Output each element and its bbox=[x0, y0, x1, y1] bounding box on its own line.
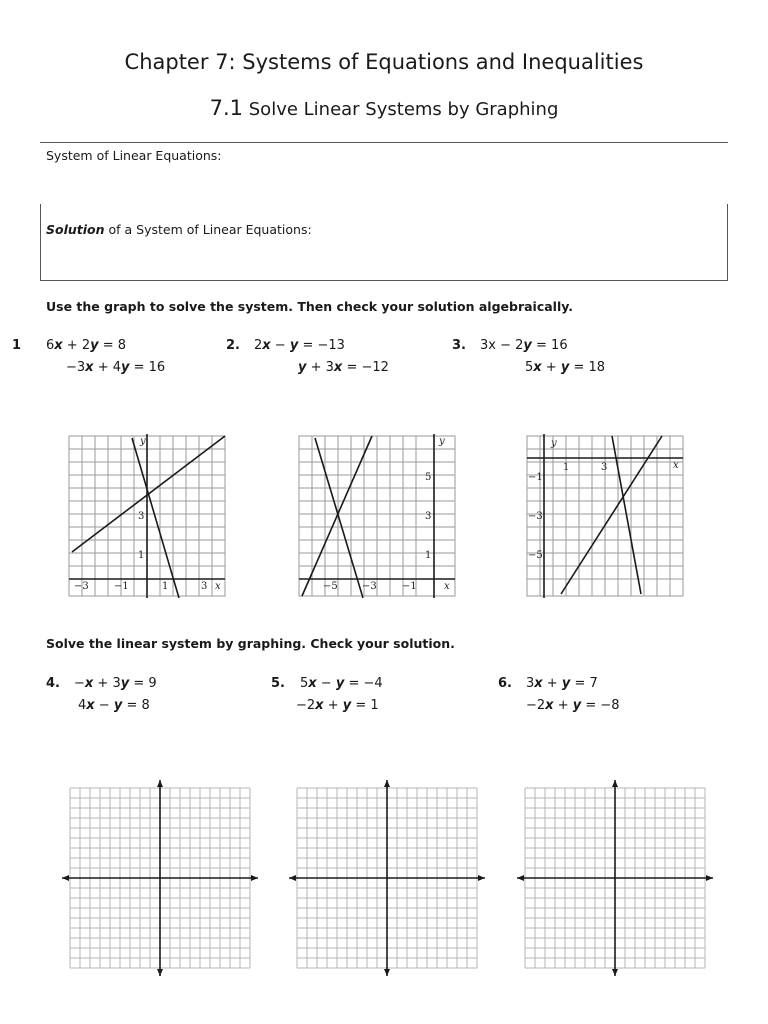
equation-text: 4 bbox=[78, 698, 87, 713]
tick-label: 1 bbox=[162, 581, 169, 592]
section-title bbox=[0, 96, 768, 120]
variable: x bbox=[545, 698, 554, 713]
equation-text: = 1 bbox=[351, 698, 379, 713]
solution-term-rest: of a System of Linear Equations: bbox=[104, 222, 312, 237]
arrowhead-icon bbox=[384, 780, 390, 787]
tick-label: 1 bbox=[425, 550, 432, 561]
equation bbox=[480, 338, 568, 353]
equation-text: + 3 bbox=[93, 676, 121, 691]
tick-label: −3 bbox=[528, 511, 543, 522]
blank-grid-problem-5[interactable] bbox=[287, 778, 485, 978]
equation-text: = −12 bbox=[342, 360, 389, 375]
equation-text: 6 bbox=[46, 338, 55, 353]
tick-label: −1 bbox=[528, 472, 543, 483]
blank-grid-problem-4[interactable] bbox=[60, 778, 258, 978]
equation bbox=[78, 698, 150, 713]
equation bbox=[526, 676, 598, 691]
axis-label-y: y bbox=[439, 436, 445, 447]
problem-number: 3. bbox=[452, 338, 466, 353]
equation-text: = 8 bbox=[98, 338, 127, 353]
equation bbox=[526, 698, 620, 713]
equation bbox=[298, 360, 389, 375]
equation-text: + bbox=[541, 360, 561, 375]
arrowhead-icon bbox=[384, 969, 390, 976]
tick-label: −5 bbox=[323, 581, 338, 592]
equation-text: + bbox=[553, 698, 573, 713]
arrowhead-icon bbox=[612, 969, 618, 976]
variable: x bbox=[534, 676, 543, 691]
variable: y bbox=[113, 698, 123, 713]
equation-text: = 16 bbox=[531, 338, 568, 353]
part2-instruction: Solve the linear system by graphing. Check your solution. bbox=[46, 636, 455, 651]
variable: y bbox=[90, 338, 99, 353]
tick-label: 3 bbox=[138, 511, 145, 522]
variable: y bbox=[523, 338, 532, 353]
variable: x bbox=[315, 698, 324, 713]
equation bbox=[46, 338, 126, 353]
variable: x bbox=[86, 698, 95, 713]
tick-label: 1 bbox=[563, 462, 570, 473]
part1-instruction: Use the graph to solve the system. Then check your solution algebraically. bbox=[46, 299, 574, 314]
equation-text: = 9 bbox=[129, 676, 157, 691]
arrowhead-icon bbox=[157, 780, 163, 787]
variable: y bbox=[560, 360, 570, 375]
arrowhead-icon bbox=[62, 875, 69, 881]
equation-text: + bbox=[542, 676, 562, 691]
variable: y bbox=[120, 676, 130, 691]
problem-number: 5. bbox=[271, 676, 285, 691]
variable: y bbox=[121, 360, 130, 375]
equation-text: = 7 bbox=[570, 676, 598, 691]
arrowhead-icon bbox=[289, 875, 296, 881]
tick-label: −1 bbox=[402, 581, 417, 592]
equation-text: = −13 bbox=[298, 338, 345, 353]
tick-label: −1 bbox=[114, 581, 129, 592]
variable: y bbox=[298, 360, 307, 375]
equation-text: 3 bbox=[526, 676, 535, 691]
problem-number: 1 bbox=[12, 338, 22, 353]
axis-label-y: y bbox=[140, 436, 146, 447]
equation-text: − bbox=[270, 338, 290, 353]
graph-problem-2 bbox=[290, 428, 465, 598]
equation bbox=[254, 338, 345, 353]
equation-text: + bbox=[323, 698, 343, 713]
equation-text: = −8 bbox=[581, 698, 620, 713]
equation-text: − bbox=[316, 676, 336, 691]
equation-text: = 16 bbox=[129, 360, 166, 375]
equation bbox=[525, 360, 605, 375]
section-name: Solve Linear Systems by Graphing bbox=[248, 99, 559, 120]
variable: x bbox=[54, 338, 63, 353]
equation-text: 2 bbox=[254, 338, 263, 353]
equation-text: 3x − 2 bbox=[480, 338, 524, 353]
axis-label-y: y bbox=[551, 438, 557, 449]
variable: y bbox=[561, 676, 571, 691]
equation-text: − bbox=[94, 698, 114, 713]
equation-text: = 18 bbox=[569, 360, 606, 375]
top-divider bbox=[40, 142, 728, 143]
equation-text: + 4 bbox=[93, 360, 121, 375]
arrowhead-icon bbox=[478, 875, 485, 881]
equation-text: + 3 bbox=[306, 360, 334, 375]
equation-text: −2 bbox=[296, 698, 316, 713]
equation-text: −3 bbox=[66, 360, 86, 375]
tick-label: 3 bbox=[201, 581, 208, 592]
section-number: 7.1 bbox=[209, 96, 244, 120]
arrowhead-icon bbox=[612, 780, 618, 787]
equation-text: + 2 bbox=[62, 338, 91, 353]
equation-text: 5 bbox=[300, 676, 309, 691]
arrowhead-icon bbox=[706, 875, 713, 881]
system-definition-label: System of Linear Equations: bbox=[46, 148, 222, 163]
chapter-title: Chapter 7: Systems of Equations and Inequalities bbox=[124, 50, 644, 74]
variable: x bbox=[84, 676, 94, 691]
solution-definition-box bbox=[40, 204, 728, 281]
variable: y bbox=[335, 676, 345, 691]
arrowhead-icon bbox=[157, 969, 163, 976]
graph-problem-3 bbox=[518, 428, 693, 598]
equation-text: −2 bbox=[526, 698, 546, 713]
equation-text: = 8 bbox=[122, 698, 150, 713]
variable: x bbox=[85, 360, 94, 375]
equation-text: 5 bbox=[525, 360, 534, 375]
tick-label: 1 bbox=[138, 550, 145, 561]
problem-number: 4. bbox=[46, 676, 60, 691]
tick-label: 3 bbox=[425, 511, 432, 522]
problem-number: 2. bbox=[226, 338, 240, 353]
tick-label: −3 bbox=[362, 581, 377, 592]
equation bbox=[66, 360, 165, 375]
tick-label: 5 bbox=[425, 472, 432, 483]
problem-number: 6. bbox=[498, 676, 512, 691]
variable: y bbox=[572, 698, 582, 713]
grid bbox=[527, 436, 683, 596]
equation bbox=[300, 676, 383, 691]
variable: y bbox=[289, 338, 299, 353]
equation-text: = −4 bbox=[344, 676, 383, 691]
axis-label-x: x bbox=[673, 460, 679, 471]
graph-problem-1 bbox=[60, 428, 235, 598]
variable: x bbox=[533, 360, 542, 375]
arrowhead-icon bbox=[251, 875, 258, 881]
solution-term: Solution bbox=[46, 222, 105, 237]
equation-text: − bbox=[74, 676, 85, 691]
tick-label: −5 bbox=[528, 550, 543, 561]
blank-grid-problem-6[interactable] bbox=[515, 778, 713, 978]
variable: x bbox=[333, 360, 343, 375]
tick-label: −3 bbox=[74, 581, 89, 592]
equation bbox=[74, 676, 157, 691]
variable: y bbox=[342, 698, 352, 713]
solution-definition-label bbox=[46, 222, 312, 237]
variable: x bbox=[308, 676, 317, 691]
axis-label-x: x bbox=[215, 581, 221, 592]
variable: x bbox=[262, 338, 271, 353]
axes bbox=[69, 434, 225, 598]
axis-label-x: x bbox=[444, 581, 450, 592]
tick-label: 3 bbox=[601, 462, 608, 473]
equation bbox=[296, 698, 379, 713]
arrowhead-icon bbox=[517, 875, 524, 881]
